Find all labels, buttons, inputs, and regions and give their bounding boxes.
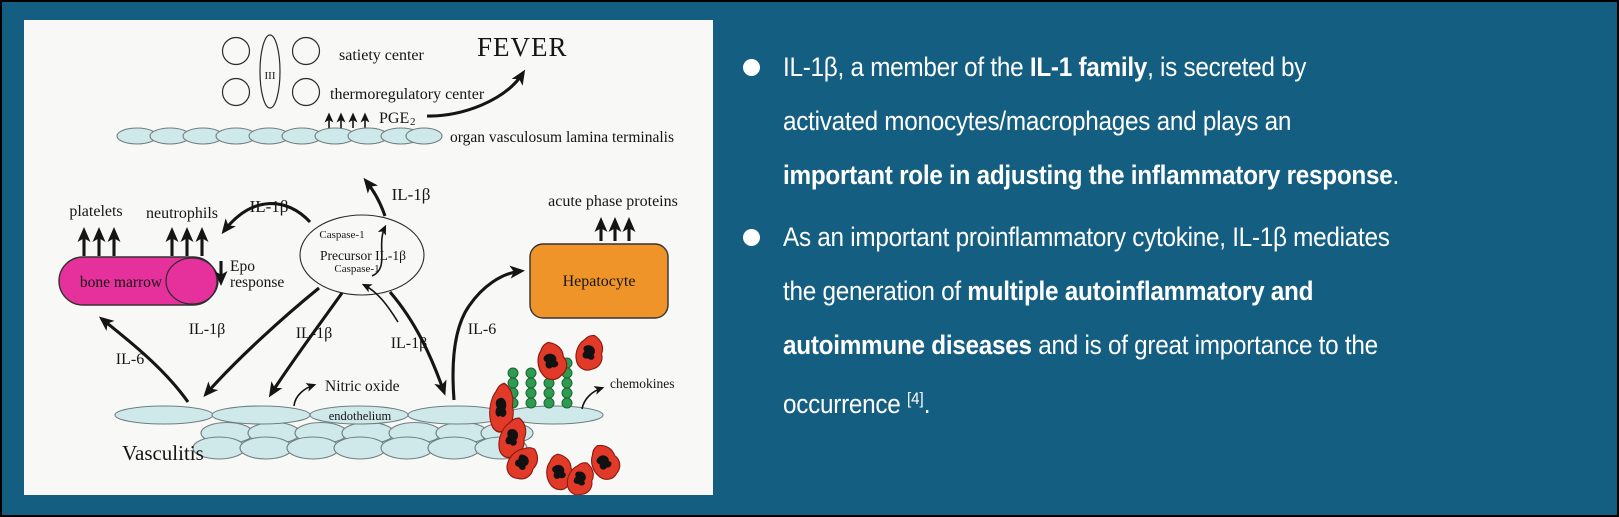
vasculitis-label: Vasculitis [122, 441, 204, 465]
epo-label-line1: Epo [230, 258, 255, 275]
chemokines-label: chemokines [610, 376, 675, 391]
platelets-label: platelets [69, 203, 123, 220]
bullets [743, 40, 1603, 431]
neutrophil-up-arrows-icon [172, 231, 202, 256]
il1b-label-lower-mid: IL-1β [295, 325, 333, 342]
nitric-oxide-label: Nitric oxide [325, 378, 400, 395]
bullet-item [743, 40, 1603, 202]
bullet-icon [743, 59, 760, 76]
bullet-text: As an important proinflammatory cytokine, IL-1β mediates the generation of multiple autoinflammatory and autoimmune diseases and is of great importance to the occurrence [4]. [783, 222, 1390, 419]
arrow-chemokines [582, 388, 602, 409]
bone-marrow-label: bone marrow [79, 274, 163, 291]
acute-phase-up-arrows-icon [601, 221, 629, 241]
bullet-icon [743, 229, 760, 246]
arrow-nitric-oxide [294, 385, 314, 406]
pge2-arrows-icon [329, 115, 365, 128]
bullet-text: IL-1β, a member of the IL-1 family, is secreted by activated monocytes/macrophages and plays an important role in adjusting the inflammatory response. [783, 52, 1399, 190]
thermoregulatory-center-label: thermoregulatory center [330, 86, 485, 103]
il1b-label-lower-right: IL-1β [390, 335, 428, 352]
bone-marrow-icon [59, 257, 218, 305]
pge2-label: PGE [379, 110, 410, 127]
macrophage-caspase-icon [300, 215, 424, 295]
third-ventricle-label: III [264, 70, 276, 82]
caspase1-top-label: Caspase-1 [319, 229, 365, 241]
pge2-subscript: 2 [410, 116, 416, 128]
hepatocyte-label: Hepatocyte [562, 273, 636, 290]
hepatocyte-icon [530, 244, 668, 318]
bullet-item [743, 210, 1603, 431]
caspase1-bottom-label: Caspase-1 [334, 263, 380, 275]
il6-label-right: IL-6 [467, 321, 497, 338]
epo-label-line2: response [230, 274, 285, 291]
precursor-il1b-label: Precursor IL-1β [320, 248, 406, 263]
il1b-label-neutrophil-arrow: IL-1β [249, 197, 289, 216]
pathway-figure-panel [24, 20, 713, 495]
platelet-up-arrows-icon [84, 231, 114, 256]
fever-label: FEVER [477, 32, 568, 62]
brain-nuclei-icon [223, 35, 320, 108]
il6-label-left: IL-6 [115, 351, 145, 368]
arrow-il1b-to-ovlt [366, 181, 385, 216]
il1b-label-lower-left: IL-1β [188, 321, 226, 338]
ovlt-label: organ vasculosum lamina terminalis [450, 129, 674, 146]
ovlt-cells-icon [117, 128, 442, 144]
satiety-center-label: satiety center [339, 47, 424, 64]
endothelium-label: endothelium [328, 409, 392, 423]
il1b-label-ovlt-arrow: IL-1β [391, 185, 431, 204]
il1b-pathway-diagram [24, 20, 713, 495]
neutrophils-label: neutrophils [146, 205, 218, 222]
acute-phase-proteins-label: acute phase proteins [548, 193, 678, 210]
